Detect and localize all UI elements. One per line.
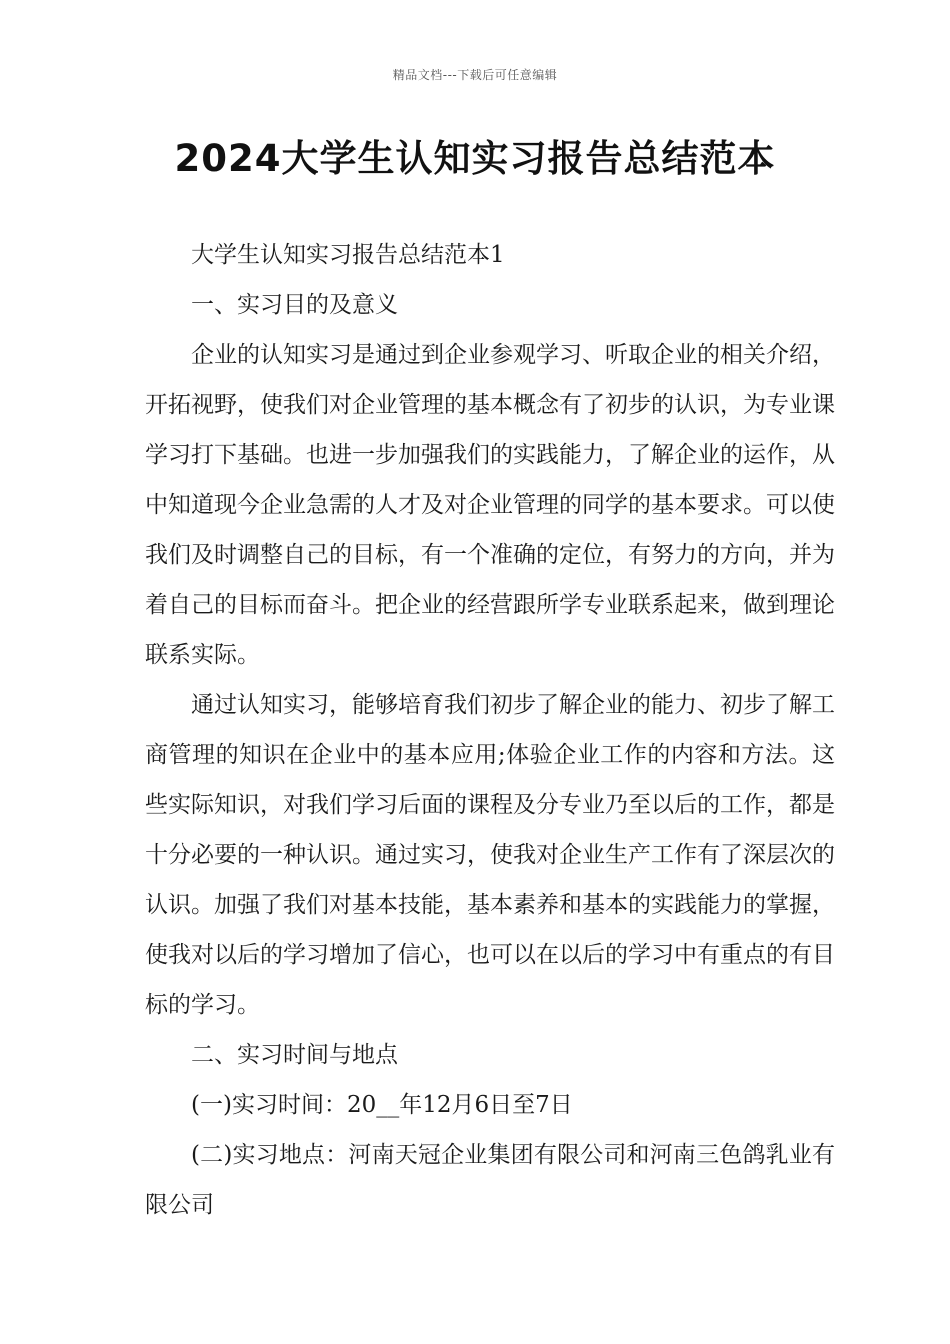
header-note: 精品文档---下载后可任意编辑 xyxy=(392,68,558,82)
document-title: 2024大学生认知实习报告总结范本 xyxy=(174,137,776,180)
section-heading-1: 一、实习目的及意义 xyxy=(191,292,398,318)
subtitle-paragraph: 大学生认知实习报告总结范本1 xyxy=(191,242,505,268)
document-body xyxy=(145,230,835,1230)
body-paragraph: 通过认知实习，能够培育我们初步了解企业的能力、初步了解工商管理的知识在企业中的基本应用;体验企业工作的内容和方法。这些实际知识，对我们学习后面的课程及分专业乃至以后的工作，都是十分必要的一种认识。通过实习，使我对企业生产工作有了深层次的认识。加强了我们对基本技能，基本素养和基本的实践能力的掌握，使我对以后的学习增加了信心，也可以在以后的学习中有重点的有目标的学习。 xyxy=(145,692,835,1018)
internship-time: (一)实习时间：20__年12月6日至7日 xyxy=(191,1092,573,1118)
internship-location: (二)实习地点：河南天冠企业集团有限公司和河南三色鸽乳业有限公司 xyxy=(145,1142,835,1218)
section-heading-2: 二、实习时间与地点 xyxy=(191,1042,398,1068)
body-paragraph: 企业的认知实习是通过到企业参观学习、听取企业的相关介绍，开拓视野，使我们对企业管理的基本概念有了初步的认识，为专业课学习打下基础。也进一步加强我们的实践能力，了解企业的运作，从中知道现今企业急需的人才及对企业管理的同学的基本要求。可以使我们及时调整自己的目标，有一个准确的定位，有努力的方向，并为着自己的目标而奋斗。把企业的经营跟所学专业联系起来，做到理论联系实际。 xyxy=(145,342,835,668)
